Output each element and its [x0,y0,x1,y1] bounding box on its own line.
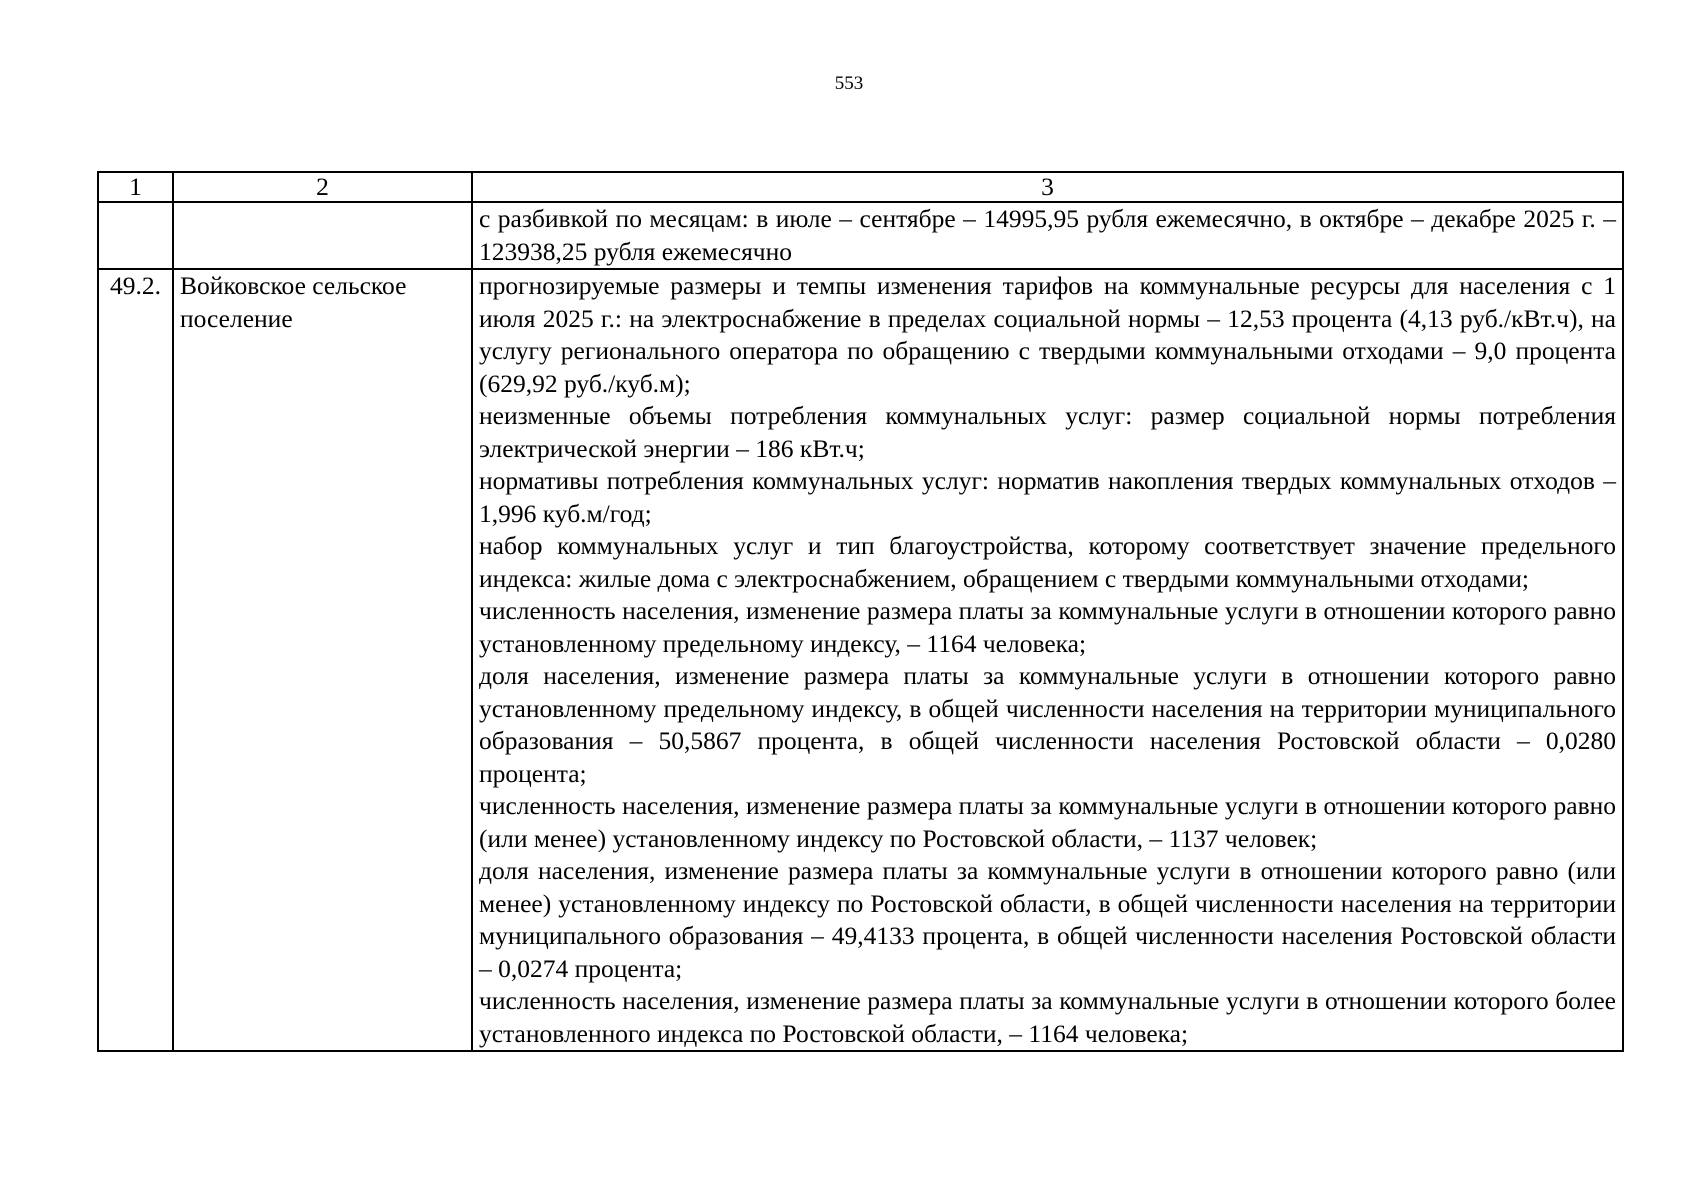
content-paragraph: неизменные объемы потребления коммунальных услуг: размер социальной нормы потребления электрической энергии – 186 кВт.ч; [479,401,1616,463]
content-paragraph: набор коммунальных услуг и тип благоустройства, которому соответствует значение предельного индекса: жилые дома с электроснабжением, обращением с твердыми коммунальными отходами; [479,531,1616,593]
content-cell [472,202,1623,269]
row-number-cell: 49.2. [98,269,173,1051]
settlement-name-cell: Войковское сельское поселение [173,269,472,1051]
column-header-2: 2 [173,172,472,202]
column-header-1: 1 [98,172,173,202]
content-paragraph: доля населения, изменение размера платы за коммунальные услуги в отношении которого равно установленному предельному индексу, в общей численности населения на территории муниципального образования – 50,5867 процента, в общей численности населения Ростовской области – 0,0280 процента; [479,661,1616,788]
content-paragraph: с разбивкой по месяцам: в июле – сентябре – 14995,95 рубля ежемесячно, в октябре – декабре 2025 г. – 123938,25 рубля ежемесячно [479,204,1616,266]
table-header-row [98,172,1623,202]
content-paragraph: прогнозируемые размеры и темпы изменения тарифов на коммунальные ресурсы для населения с 1 июля 2025 г.: на электроснабжение в пределах социальной нормы – 12,53 процента (4,13 руб./кВт.ч), на услугу регионального оператора по обращению с твердыми коммунальными отходами – 9,0 процента (629,92 руб./куб.м); [479,271,1616,398]
content-paragraph: численность населения, изменение размера платы за коммунальные услуги в отношении которого равно (или менее) установленному индексу по Ростовской области, – 1137 человек; [479,791,1616,853]
content-paragraph: доля населения, изменение размера платы за коммунальные услуги в отношении которого равно (или менее) установленному индексу по Ростовской области, в общей численности населения на территории муниципального образования – 49,4133 процента, в общей численности населения Ростовской области – 0,0274 процента; [479,856,1616,983]
column-header-3: 3 [472,172,1623,202]
content-paragraph: численность населения, изменение размера платы за коммунальные услуги в отношении которого равно установленному предельному индексу, – 1164 человека; [479,596,1616,658]
settlement-name-cell [173,202,472,269]
table-row-49-2 [98,269,1623,1051]
page-number: 553 [834,73,864,94]
row-number-cell [98,202,173,269]
content-paragraph: нормативы потребления коммунальных услуг: норматив накопления твердых коммунальных отходов – 1,996 куб.м/год; [479,466,1616,528]
table-row-continuation [98,202,1623,269]
content-paragraph: численность населения, изменение размера платы за коммунальные услуги в отношении которого более установленного индекса по Ростовской области, – 1164 человека; [479,986,1616,1048]
tariff-table [97,171,1624,1052]
content-cell [472,269,1623,1051]
